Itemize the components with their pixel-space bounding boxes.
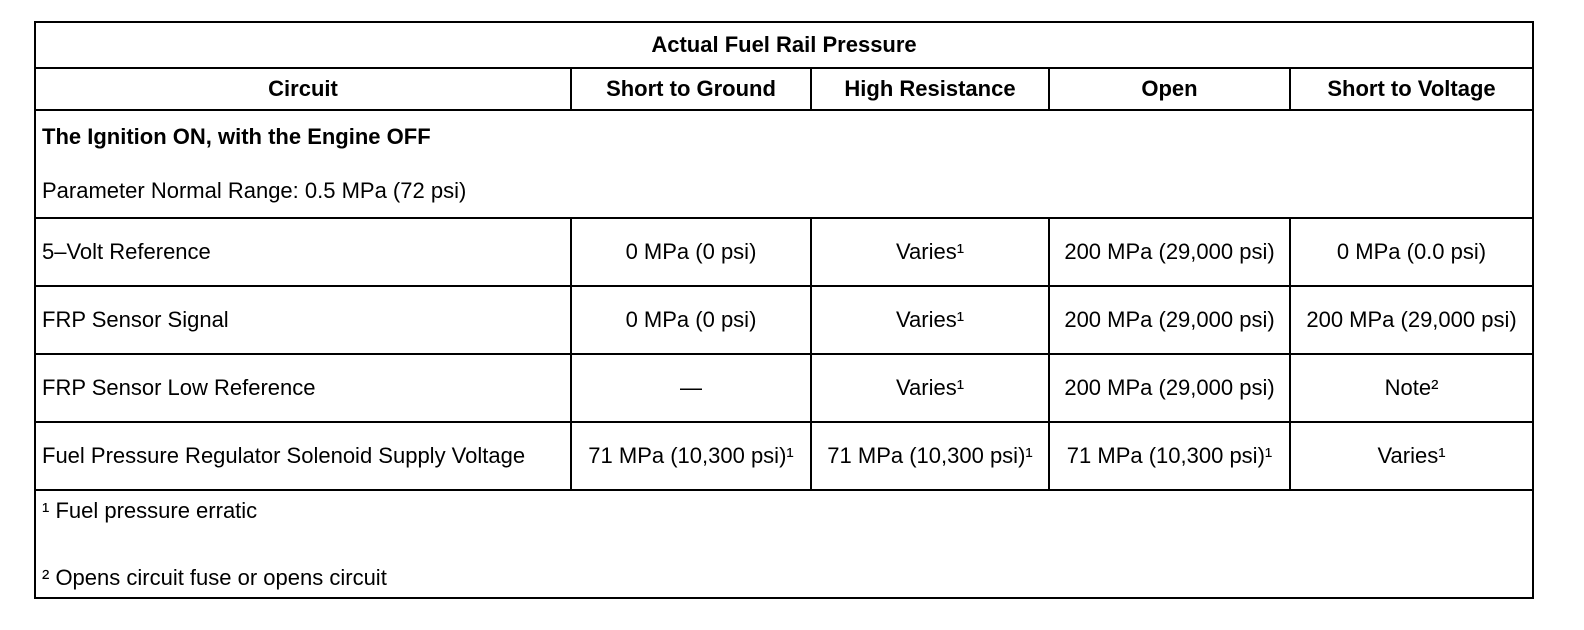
high-resistance-cell: Varies¹ bbox=[811, 218, 1049, 286]
high-resistance-cell: 71 MPa (10,300 psi)¹ bbox=[811, 422, 1049, 490]
short-to-voltage-cell: 200 MPa (29,000 psi) bbox=[1290, 286, 1533, 354]
parameter-normal-range: Parameter Normal Range: 0.5 MPa (72 psi) bbox=[42, 178, 467, 203]
test-condition-row bbox=[35, 110, 1533, 218]
short-to-voltage-cell: 0 MPa (0.0 psi) bbox=[1290, 218, 1533, 286]
open-cell: 200 MPa (29,000 psi) bbox=[1049, 218, 1290, 286]
short-to-ground-cell: 71 MPa (10,300 psi)¹ bbox=[571, 422, 811, 490]
column-header-high-resistance: High Resistance bbox=[811, 68, 1049, 110]
short-to-ground-cell: — bbox=[571, 354, 811, 422]
short-to-ground-cell: 0 MPa (0 psi) bbox=[571, 286, 811, 354]
circuit-cell: Fuel Pressure Regulator Solenoid Supply Voltage bbox=[35, 422, 571, 490]
table-title-row bbox=[35, 22, 1533, 68]
footnote-1: ¹ Fuel pressure erratic bbox=[42, 497, 258, 523]
open-cell: 71 MPa (10,300 psi)¹ bbox=[1049, 422, 1290, 490]
short-to-ground-cell: 0 MPa (0 psi) bbox=[571, 218, 811, 286]
circuit-cell: 5–Volt Reference bbox=[35, 218, 571, 286]
high-resistance-cell: Varies¹ bbox=[811, 286, 1049, 354]
test-condition-cell bbox=[35, 110, 1533, 218]
footnotes-row bbox=[35, 490, 1533, 598]
circuit-cell: FRP Sensor Signal bbox=[35, 286, 571, 354]
table-row bbox=[35, 422, 1533, 490]
short-to-voltage-cell: Varies¹ bbox=[1290, 422, 1533, 490]
table-row bbox=[35, 286, 1533, 354]
footnote-2: ² Opens circuit fuse or opens circuit bbox=[42, 564, 387, 590]
table-row bbox=[35, 218, 1533, 286]
column-header-short-to-voltage: Short to Voltage bbox=[1290, 68, 1533, 110]
column-header-open: Open bbox=[1049, 68, 1290, 110]
column-header-short-to-ground: Short to Ground bbox=[571, 68, 811, 110]
footnotes-cell bbox=[35, 490, 1533, 598]
circuit-cell: FRP Sensor Low Reference bbox=[35, 354, 571, 422]
table-row bbox=[35, 354, 1533, 422]
column-header-circuit: Circuit bbox=[35, 68, 571, 110]
open-cell: 200 MPa (29,000 psi) bbox=[1049, 286, 1290, 354]
table-title: Actual Fuel Rail Pressure bbox=[35, 22, 1533, 68]
test-condition-title: The Ignition ON, with the Engine OFF bbox=[42, 124, 431, 149]
high-resistance-cell: Varies¹ bbox=[811, 354, 1049, 422]
short-to-voltage-cell: Note² bbox=[1290, 354, 1533, 422]
open-cell: 200 MPa (29,000 psi) bbox=[1049, 354, 1290, 422]
fuel-rail-pressure-table bbox=[34, 21, 1534, 599]
table-header-row bbox=[35, 68, 1533, 110]
